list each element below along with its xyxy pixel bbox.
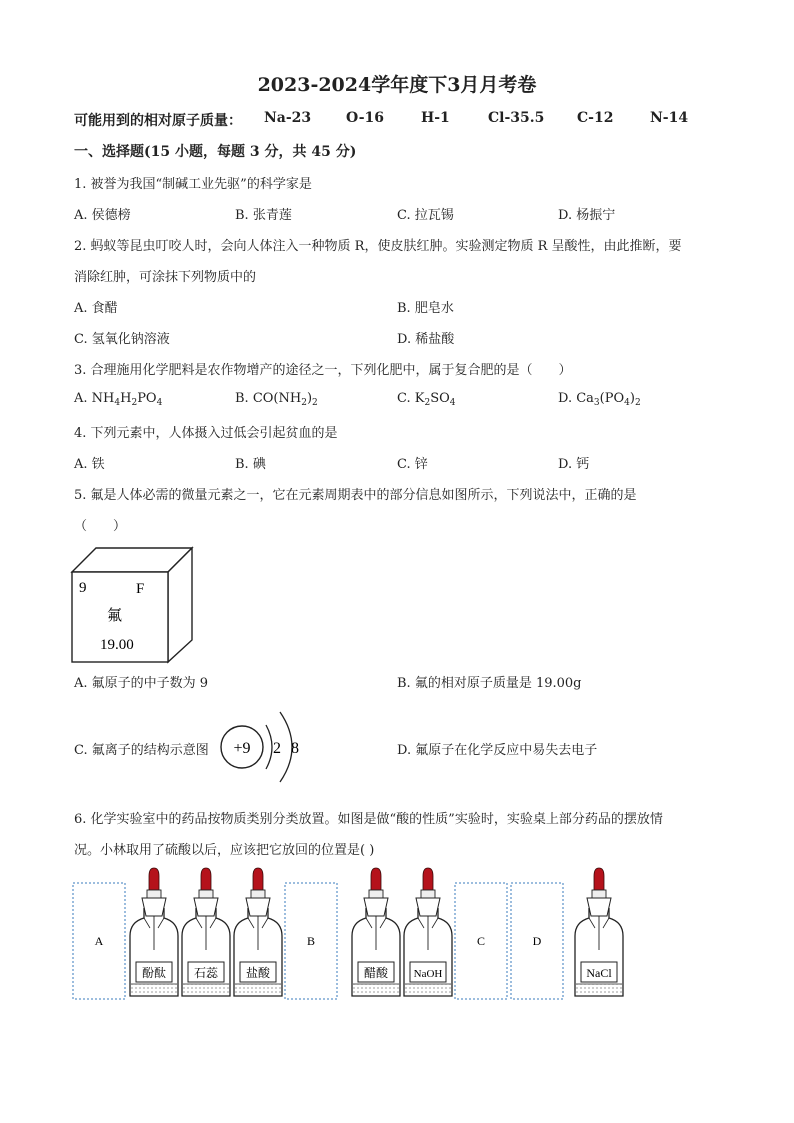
atomic-mass-item: C-12 <box>577 110 614 126</box>
atomic-mass: 19.00 <box>100 637 134 653</box>
q3-option-a: A. $NH_4H_2PO_4$ <box>74 391 163 408</box>
slot-d-label: D <box>532 934 542 948</box>
atomic-mass-item: Na-23 <box>264 110 312 126</box>
element-name: 氟 <box>107 606 123 624</box>
q3-option-b: B. $CO(NH_2)_2$ <box>235 391 318 408</box>
q2-option-d: D. 稀盐酸 <box>397 332 455 347</box>
question-2-stem-line1: 2. 蚂蚁等昆虫叮咬人时，会向人体注入一种物质 R，使皮肤红肿。实验测定物质 R 呈酸性，由此推断，要 <box>74 239 682 254</box>
atomic-mass-item: N-14 <box>650 110 689 126</box>
question-5-stem-line1: 5. 氟是人体必需的微量元素之一，它在元素周期表中的部分信息如图所示，下列说法中，正确的是 <box>74 488 637 503</box>
atomic-mass-item: H-1 <box>421 110 450 126</box>
electron-shell-arc-1 <box>266 725 272 769</box>
question-6-stem-line2: 况。小林取用了硫酸以后，应该把它放回的位置是( ) <box>74 843 375 858</box>
element-cell-figure <box>70 544 200 666</box>
question-6-stem-line1: 6. 化学实验室中的药品按物质类别分类放置。如图是做“酸的性质”实验时，实验桌上部分药品的摆放情 <box>74 812 663 827</box>
atomic-masses-line <box>74 110 714 130</box>
shell-1-electrons: 2 <box>273 740 281 757</box>
atomic-number: 9 <box>79 580 87 596</box>
q4-option-b: B. 碘 <box>235 457 266 472</box>
question-5-stem-line2: （ ） <box>74 519 127 534</box>
nucleus-charge: +9 <box>233 740 251 757</box>
q1-option-d: D. 杨振宁 <box>558 208 616 223</box>
slot-b-label: B <box>306 934 316 948</box>
bottle-label: 石蕊 <box>193 966 219 980</box>
slot-a-label: A <box>94 934 104 948</box>
q1-option-a: A. 侯德榜 <box>74 208 131 223</box>
question-4-stem: 4. 下列元素中，人体摄入过低会引起贫血的是 <box>74 426 338 441</box>
question-1-stem: 1. 被誉为我国“制碱工业先驱”的科学家是 <box>74 177 312 192</box>
bottle-label: 盐酸 <box>245 966 271 980</box>
q4-option-a: A. 铁 <box>74 457 105 472</box>
q4-option-c: C. 锌 <box>397 457 428 472</box>
q5-option-c: C. 氟离子的结构示意图 <box>74 743 209 758</box>
q5-option-b: B. 氟的相对原子质量是 19.00g <box>397 676 582 691</box>
atomic-mass-item: O-16 <box>346 110 385 126</box>
q1-option-c: C. 拉瓦锡 <box>397 208 454 223</box>
reagent-shelf-figure <box>70 866 630 1006</box>
question-2-stem-line2: 消除红肿，可涂抹下列物质中的 <box>74 270 257 285</box>
q2-option-c: C. 氢氧化钠溶液 <box>74 332 170 347</box>
element-symbol: F <box>136 581 145 597</box>
q2-option-b: B. 肥皂水 <box>397 301 454 316</box>
q1-option-b: B. 张青莲 <box>235 208 292 223</box>
q3-option-c: C. $K_2SO_4$ <box>397 391 456 408</box>
section-heading: 一、选择题(15 小题，每题 3 分，共 45 分) <box>74 144 357 160</box>
q3-option-d: D. $Ca_3(PO_4)_2$ <box>558 391 641 408</box>
atomic-mass-item: Cl-35.5 <box>488 110 545 126</box>
q2-option-a: A. 食醋 <box>74 301 118 316</box>
slot-c-label: C <box>476 934 486 948</box>
page-title: 2023-2024学年度下3月月考卷 <box>257 74 537 96</box>
q4-option-d: D. 钙 <box>558 457 590 472</box>
q5-option-a: A. 氟原子的中子数为 9 <box>74 676 209 691</box>
bottle-label: 酚酞 <box>141 966 167 980</box>
atomic-masses-label: 可能用到的相对原子质量： <box>74 113 242 129</box>
fluoride-ion-diagram <box>218 704 310 790</box>
bottle-label: 醋酸 <box>363 966 389 980</box>
bottle-label: NaOH <box>413 968 443 980</box>
bottle-label: NaCl <box>586 966 612 980</box>
q5-option-d: D. 氟原子在化学反应中易失去电子 <box>397 743 598 758</box>
question-3-stem: 3. 合理施用化学肥料是农作物增产的途径之一，下列化肥中，属于复合肥的是（ ） <box>74 363 572 378</box>
shell-2-electrons: 8 <box>291 740 299 757</box>
